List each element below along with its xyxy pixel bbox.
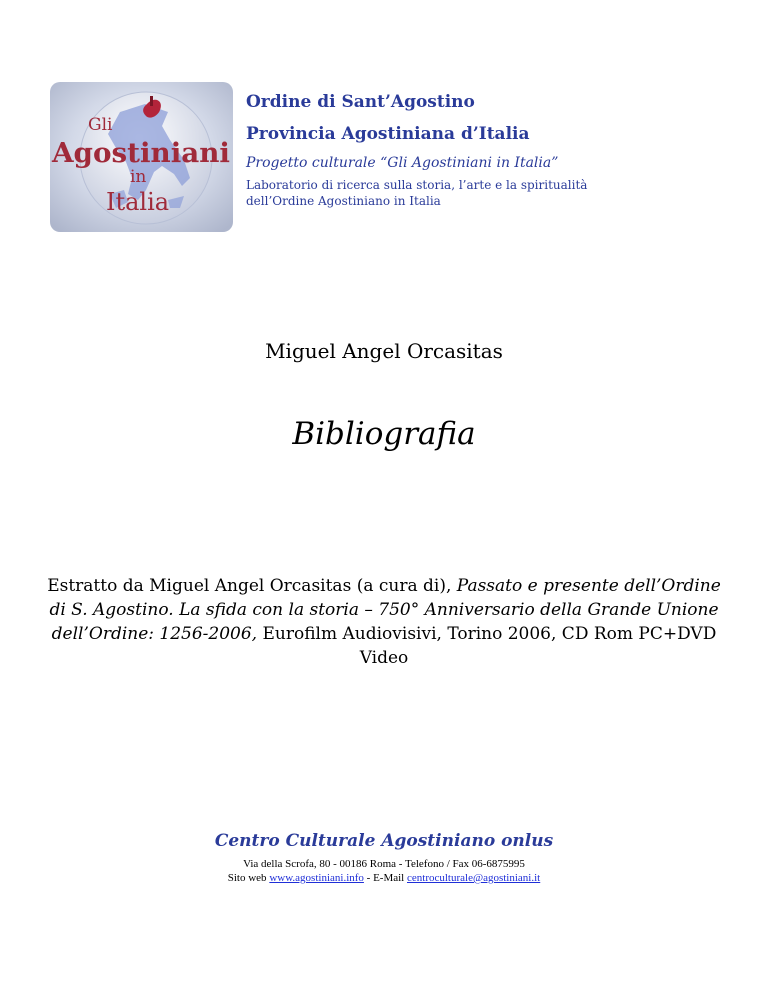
extract-citation — [44, 574, 724, 670]
logo-image — [50, 82, 233, 232]
logo-text-agostiniani: Agostiniani — [50, 138, 231, 169]
header-block — [246, 92, 656, 209]
extract-publisher: Eurofilm Audiovisivi, Torino 2006, CD Rom PC+DVD Video — [257, 624, 717, 668]
website-link[interactable]: www.agostiniani.info — [269, 872, 364, 884]
contact-line — [0, 871, 768, 885]
order-name: Ordine di Sant’Agostino — [246, 92, 475, 112]
author-name: Miguel Angel Orcasitas — [265, 339, 503, 363]
cultural-project: Progetto culturale “Gli Agostiniani in Italia” — [246, 155, 559, 171]
extract-intro: Estratto da Miguel Angel Orcasitas (a cura di), — [47, 576, 457, 596]
logo-text-italia: Italia — [106, 188, 170, 216]
address-line: Via della Scrofa, 80 - 00186 Roma - Telefono / Fax 06-6875995 — [243, 858, 525, 870]
document-title: Bibliografia — [292, 416, 476, 452]
extract-work-title: Passato e presente dell’Ordine di S. Agostino. La sfida con la storia – 750° Anniversario della Grande Unione dell’Ordine: 1256-2006, — [49, 576, 721, 644]
cultural-center-name: Centro Culturale Agostiniano onlus — [214, 831, 554, 851]
site-label: Sito web — [227, 872, 270, 884]
logo-text-in: in — [130, 167, 147, 187]
email-link[interactable]: centroculturale@agostiniani.it — [407, 872, 541, 884]
logo-text-gli: Gli — [88, 115, 113, 135]
logo-gli-agostiniani-in-italia — [50, 82, 233, 232]
laboratory-description: Laboratorio di ricerca sulla storia, l’arte e la spiritualità dell’Ordine Agostiniano in Italia — [246, 178, 588, 208]
email-label: - E-Mail — [363, 872, 407, 884]
province-name: Provincia Agostiniana d’Italia — [246, 124, 530, 144]
